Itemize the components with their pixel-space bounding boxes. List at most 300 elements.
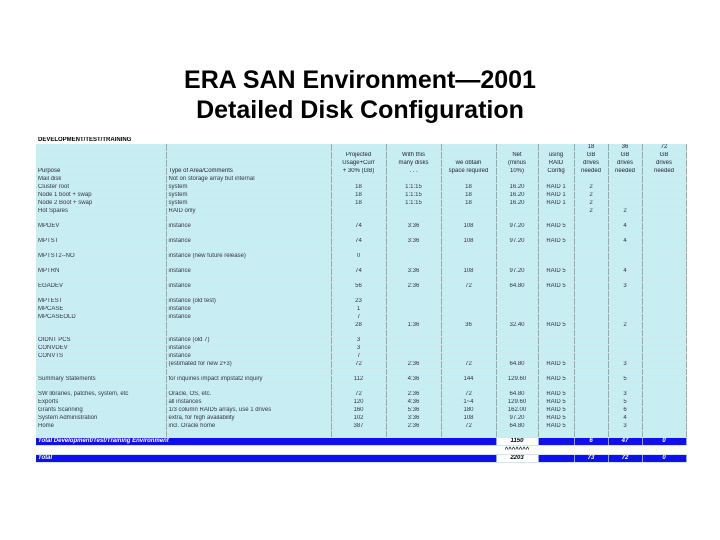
spacer-cell <box>386 216 441 223</box>
cell-36gb <box>608 345 642 353</box>
cell-net: 97.20 <box>496 268 538 276</box>
cell-72gb <box>642 415 686 423</box>
cell-projected: 74 <box>331 238 386 246</box>
cell-18gb <box>574 238 608 246</box>
header-with-this <box>386 144 441 152</box>
table-row <box>36 415 686 423</box>
cell-projected: 72 <box>331 391 386 399</box>
spacer-cell <box>36 246 166 253</box>
cell-net: 64.80 <box>496 283 538 291</box>
spacer-cell <box>574 216 608 223</box>
cell-72gb <box>642 353 686 361</box>
total-env-row-36gb: 47 <box>608 438 642 446</box>
header-36gb: 36 <box>608 144 642 152</box>
cell-purpose: MPTEST <box>36 298 166 306</box>
cell-net <box>496 337 538 345</box>
cell-disks: 2:36 <box>386 391 441 399</box>
cell-type: incl. Oracle home <box>166 423 331 431</box>
header-purpose <box>36 152 166 160</box>
cell-raid <box>538 298 574 306</box>
spacer-cell <box>441 431 496 438</box>
header-row <box>36 144 686 152</box>
table-row <box>36 268 686 276</box>
header-18gb: GB <box>574 152 608 160</box>
header-18gb: 18 <box>574 144 608 152</box>
cell-space <box>441 298 496 306</box>
table-row <box>36 223 686 231</box>
cell-space: 1~4 <box>441 399 496 407</box>
cell-disks: 3:36 <box>386 268 441 276</box>
header-72gb: 72 <box>642 144 686 152</box>
spacer-cell <box>331 261 386 268</box>
marker-cell <box>166 446 331 455</box>
cell-disks: 2:36 <box>386 361 441 369</box>
cell-purpose: MPCASE <box>36 306 166 314</box>
cell-net: 129.60 <box>496 376 538 384</box>
marker-cell <box>642 446 686 455</box>
spacer-cell <box>166 276 331 283</box>
table-row <box>36 184 686 192</box>
cell-projected: 7 <box>331 353 386 361</box>
cell-18gb <box>574 337 608 345</box>
spacer-cell <box>166 369 331 376</box>
table-row <box>36 423 686 431</box>
spacer-cell <box>386 330 441 337</box>
header-using: Config <box>538 168 574 176</box>
spacer-cell <box>496 330 538 337</box>
grand-total-row-label: Total <box>36 455 496 463</box>
cell-72gb <box>642 283 686 291</box>
spacer-cell <box>608 216 642 223</box>
spacer-cell <box>538 369 574 376</box>
spacer-cell <box>574 261 608 268</box>
table-row <box>36 361 686 369</box>
spacer-cell <box>441 231 496 238</box>
cell-purpose: System Administration <box>36 415 166 423</box>
cell-net: 64.80 <box>496 423 538 431</box>
cell-purpose: CONVDEV <box>36 345 166 353</box>
total-env-row-gap <box>538 438 574 446</box>
marker-cell <box>574 446 608 455</box>
spacer-cell <box>331 216 386 223</box>
marker-row <box>36 446 686 455</box>
cell-36gb <box>608 298 642 306</box>
cell-raid: RAID 5 <box>538 322 574 330</box>
cell-36gb: 5 <box>608 376 642 384</box>
cell-space: 108 <box>441 238 496 246</box>
cell-net: 97.20 <box>496 415 538 423</box>
header-row <box>36 160 686 168</box>
spacer-cell <box>496 431 538 438</box>
cell-space: 72 <box>441 423 496 431</box>
spacer-cell <box>496 369 538 376</box>
cell-disks: 1:36 <box>386 322 441 330</box>
grand-total-row-72gb: 0 <box>642 455 686 463</box>
cell-raid <box>538 345 574 353</box>
cell-raid: RAID 5 <box>538 223 574 231</box>
header-36gb: drives <box>608 160 642 168</box>
cell-type: instance <box>166 345 331 353</box>
cell-36gb: 4 <box>608 268 642 276</box>
spacer-row <box>36 231 686 238</box>
cell-purpose <box>36 322 166 330</box>
spacer-cell <box>331 330 386 337</box>
disk-config-sheet <box>36 137 686 511</box>
cell-projected: 74 <box>331 223 386 231</box>
cell-type: Not on storage array but internal <box>166 176 331 184</box>
cell-purpose: EGADEV <box>36 283 166 291</box>
table-row <box>36 176 686 184</box>
cell-type: system <box>166 200 331 208</box>
cell-purpose: MPTST <box>36 238 166 246</box>
cell-space: 72 <box>441 361 496 369</box>
cell-raid: RAID 1 <box>538 200 574 208</box>
table-row <box>36 298 686 306</box>
cell-18gb <box>574 345 608 353</box>
spacer-cell <box>642 216 686 223</box>
spacer-cell <box>331 276 386 283</box>
cell-net: 64.80 <box>496 361 538 369</box>
header-36gb: needed <box>608 168 642 176</box>
grand-total-row-36gb: 72 <box>608 455 642 463</box>
cell-disks: 3:36 <box>386 223 441 231</box>
cell-type: RAID only <box>166 208 331 216</box>
cell-net: 129.60 <box>496 399 538 407</box>
cell-space: 18 <box>441 184 496 192</box>
cell-net: 97.20 <box>496 223 538 231</box>
cell-purpose: Hot Spares <box>36 208 166 216</box>
cell-space <box>441 337 496 345</box>
cell-18gb <box>574 415 608 423</box>
cell-18gb <box>574 314 608 322</box>
cell-disks: 2:36 <box>386 423 441 431</box>
spacer-cell <box>642 431 686 438</box>
spacer-cell <box>331 369 386 376</box>
cell-purpose: SW libraries, patches, system, etc <box>36 391 166 399</box>
cell-space: 72 <box>441 283 496 291</box>
cell-36gb <box>608 306 642 314</box>
cell-net: 16.20 <box>496 192 538 200</box>
cell-projected: 3 <box>331 337 386 345</box>
table-row <box>36 391 686 399</box>
spacer-cell <box>608 231 642 238</box>
cell-purpose: OIDNT PCS <box>36 337 166 345</box>
header-projected: Projected <box>331 152 386 160</box>
cell-type: instance (new future release) <box>166 253 331 261</box>
spacer-cell <box>608 384 642 391</box>
spacer-cell <box>538 246 574 253</box>
header-72gb: needed <box>642 168 686 176</box>
spacer-cell <box>574 384 608 391</box>
spacer-cell <box>574 369 608 376</box>
cell-type: 1/3 column RAID5 arrays, use 1 drives <box>166 407 331 415</box>
cell-72gb <box>642 376 686 384</box>
spacer-cell <box>386 384 441 391</box>
cell-disks <box>386 298 441 306</box>
spacer-cell <box>496 216 538 223</box>
cell-type: instance <box>166 314 331 322</box>
cell-36gb: 3 <box>608 361 642 369</box>
spacer-cell <box>166 291 331 298</box>
spacer-cell <box>36 291 166 298</box>
spacer-cell <box>574 431 608 438</box>
table-row <box>36 345 686 353</box>
cell-18gb <box>574 376 608 384</box>
grand-total-row-18gb: 73 <box>574 455 608 463</box>
header-we-obtain: we obtain <box>441 160 496 168</box>
cell-projected: 18 <box>331 184 386 192</box>
spacer-cell <box>331 431 386 438</box>
cell-type: for inquiries impact impstat2 inquiry <box>166 376 331 384</box>
spacer-cell <box>574 246 608 253</box>
spacer-cell <box>538 384 574 391</box>
header-projected <box>331 144 386 152</box>
cell-36gb: 5 <box>608 399 642 407</box>
cell-space <box>441 306 496 314</box>
cell-36gb: 4 <box>608 238 642 246</box>
spacer-cell <box>441 384 496 391</box>
cell-36gb <box>608 192 642 200</box>
disk-config-table <box>36 137 687 463</box>
spacer-cell <box>574 291 608 298</box>
header-with-this: . . . <box>386 168 441 176</box>
cell-type: instance <box>166 268 331 276</box>
cell-purpose: Node 1 boot + swap <box>36 192 166 200</box>
cell-72gb <box>642 208 686 216</box>
cell-projected: 18 <box>331 192 386 200</box>
cell-projected: 56 <box>331 283 386 291</box>
slide-title-line2: Detailed Disk Configuration <box>196 96 524 124</box>
cell-18gb <box>574 176 608 184</box>
cell-18gb <box>574 306 608 314</box>
cell-raid <box>538 306 574 314</box>
section-label: DEVELOPMENT/TEST/TRAINING <box>36 137 686 144</box>
cell-disks: 4:36 <box>386 376 441 384</box>
cell-72gb <box>642 399 686 407</box>
cell-projected: 7 <box>331 314 386 322</box>
header-row <box>36 152 686 160</box>
cell-raid <box>538 208 574 216</box>
cell-18gb <box>574 353 608 361</box>
cell-type: all instances <box>166 399 331 407</box>
spacer-cell <box>441 216 496 223</box>
cell-72gb <box>642 253 686 261</box>
spacer-cell <box>166 231 331 238</box>
header-type <box>166 152 331 160</box>
spacer-row <box>36 384 686 391</box>
spacer-cell <box>441 261 496 268</box>
spacer-cell <box>608 276 642 283</box>
cell-net <box>496 208 538 216</box>
cell-36gb <box>608 253 642 261</box>
cell-raid <box>538 353 574 361</box>
spacer-cell <box>642 369 686 376</box>
total-env-row-18gb: 6 <box>574 438 608 446</box>
header-72gb: GB <box>642 152 686 160</box>
table-row <box>36 283 686 291</box>
cell-raid: RAID 5 <box>538 268 574 276</box>
spacer-cell <box>36 384 166 391</box>
cell-net: 64.80 <box>496 391 538 399</box>
cell-purpose: Cluster root <box>36 184 166 192</box>
cell-72gb <box>642 298 686 306</box>
cell-purpose: Home <box>36 423 166 431</box>
spacer-cell <box>538 231 574 238</box>
grand-total-row-gap <box>538 455 574 463</box>
spacer-row <box>36 291 686 298</box>
cell-disks <box>386 208 441 216</box>
cell-purpose: MPTST2--NO <box>36 253 166 261</box>
spacer-row <box>36 276 686 283</box>
spacer-row <box>36 431 686 438</box>
cell-36gb: 4 <box>608 223 642 231</box>
grand-total-row <box>36 455 686 463</box>
cell-18gb <box>574 399 608 407</box>
cell-72gb <box>642 345 686 353</box>
cell-36gb <box>608 314 642 322</box>
cell-disks: 1:1:15 <box>386 192 441 200</box>
cell-36gb: 3 <box>608 283 642 291</box>
cell-raid: RAID 5 <box>538 376 574 384</box>
cell-disks <box>386 314 441 322</box>
table-row <box>36 407 686 415</box>
grand-total-row-net: 2203 <box>496 455 538 463</box>
cell-72gb <box>642 238 686 246</box>
cell-net <box>496 176 538 184</box>
cell-space <box>441 314 496 322</box>
cell-disks <box>386 253 441 261</box>
cell-projected: 3 <box>331 345 386 353</box>
cell-purpose: Node 2 Boot + swap <box>36 200 166 208</box>
cell-72gb <box>642 361 686 369</box>
cell-disks: 2:36 <box>386 283 441 291</box>
header-we-obtain: space required <box>441 168 496 176</box>
cell-projected: 23 <box>331 298 386 306</box>
cell-72gb <box>642 176 686 184</box>
cell-type: instance (old test) <box>166 298 331 306</box>
spacer-cell <box>642 384 686 391</box>
cell-raid: RAID 5 <box>538 283 574 291</box>
cell-raid: RAID 5 <box>538 415 574 423</box>
spacer-cell <box>608 369 642 376</box>
cell-18gb: 2 <box>574 192 608 200</box>
cell-net: 162.00 <box>496 407 538 415</box>
table-row <box>36 399 686 407</box>
cell-projected <box>331 208 386 216</box>
spacer-cell <box>166 246 331 253</box>
cell-disks: 5:36 <box>386 407 441 415</box>
cell-72gb <box>642 306 686 314</box>
spacer-cell <box>608 246 642 253</box>
cell-18gb: 2 <box>574 208 608 216</box>
cell-18gb <box>574 253 608 261</box>
spacer-cell <box>496 384 538 391</box>
spacer-cell <box>166 384 331 391</box>
header-using: using <box>538 152 574 160</box>
cell-72gb <box>642 423 686 431</box>
spacer-cell <box>36 330 166 337</box>
header-36gb: GB <box>608 152 642 160</box>
header-net: (minus <box>496 160 538 168</box>
cell-36gb: 2 <box>608 208 642 216</box>
total-env-row <box>36 438 686 446</box>
cell-type: instance <box>166 353 331 361</box>
table-row <box>36 208 686 216</box>
marker-cell <box>538 446 574 455</box>
cell-raid: RAID 5 <box>538 361 574 369</box>
header-type <box>166 160 331 168</box>
cell-net <box>496 345 538 353</box>
spacer-cell <box>642 261 686 268</box>
spacer-cell <box>166 216 331 223</box>
cell-net: 32.40 <box>496 322 538 330</box>
cell-projected: 0 <box>331 253 386 261</box>
cell-36gb: 6 <box>608 407 642 415</box>
header-net: 10%) <box>496 168 538 176</box>
cell-space <box>441 208 496 216</box>
cell-raid <box>538 314 574 322</box>
spacer-cell <box>608 330 642 337</box>
cell-space: 18 <box>441 200 496 208</box>
cell-purpose: MPDEV <box>36 223 166 231</box>
cell-purpose: MPTRN <box>36 268 166 276</box>
cell-raid <box>538 253 574 261</box>
cell-18gb: 2 <box>574 200 608 208</box>
cell-72gb <box>642 223 686 231</box>
cell-space: 36 <box>441 322 496 330</box>
cell-type: instance <box>166 238 331 246</box>
table-row <box>36 376 686 384</box>
cell-18gb <box>574 423 608 431</box>
cell-36gb: 3 <box>608 423 642 431</box>
cell-18gb <box>574 298 608 306</box>
spacer-cell <box>642 330 686 337</box>
cell-space: 108 <box>441 415 496 423</box>
cell-net: 16.20 <box>496 184 538 192</box>
spacer-cell <box>642 231 686 238</box>
total-env-row-net: 1150 <box>496 438 538 446</box>
header-we-obtain <box>441 144 496 152</box>
cell-18gb <box>574 322 608 330</box>
spacer-cell <box>496 261 538 268</box>
cell-36gb <box>608 184 642 192</box>
cell-raid: RAID 5 <box>538 399 574 407</box>
cell-purpose: MPCASEOLD <box>36 314 166 322</box>
header-projected: + 30% (GB) <box>331 168 386 176</box>
cell-disks: 1:1:15 <box>386 184 441 192</box>
cell-raid <box>538 337 574 345</box>
spacer-cell <box>538 431 574 438</box>
cell-purpose: Summary Statements <box>36 376 166 384</box>
spacer-cell <box>166 261 331 268</box>
cell-projected: 160 <box>331 407 386 415</box>
header-type: Type of Area/Comments <box>166 168 331 176</box>
cell-disks <box>386 306 441 314</box>
cell-projected: 1 <box>331 306 386 314</box>
cell-18gb <box>574 223 608 231</box>
marker-cell <box>386 446 441 455</box>
spacer-cell <box>386 291 441 298</box>
spacer-cell <box>166 431 331 438</box>
cell-projected: 74 <box>331 268 386 276</box>
cell-projected: 102 <box>331 415 386 423</box>
cell-raid: RAID 1 <box>538 184 574 192</box>
cell-purpose: Exports <box>36 399 166 407</box>
cell-18gb <box>574 361 608 369</box>
cell-net <box>496 298 538 306</box>
spacer-cell <box>496 276 538 283</box>
cell-net <box>496 314 538 322</box>
